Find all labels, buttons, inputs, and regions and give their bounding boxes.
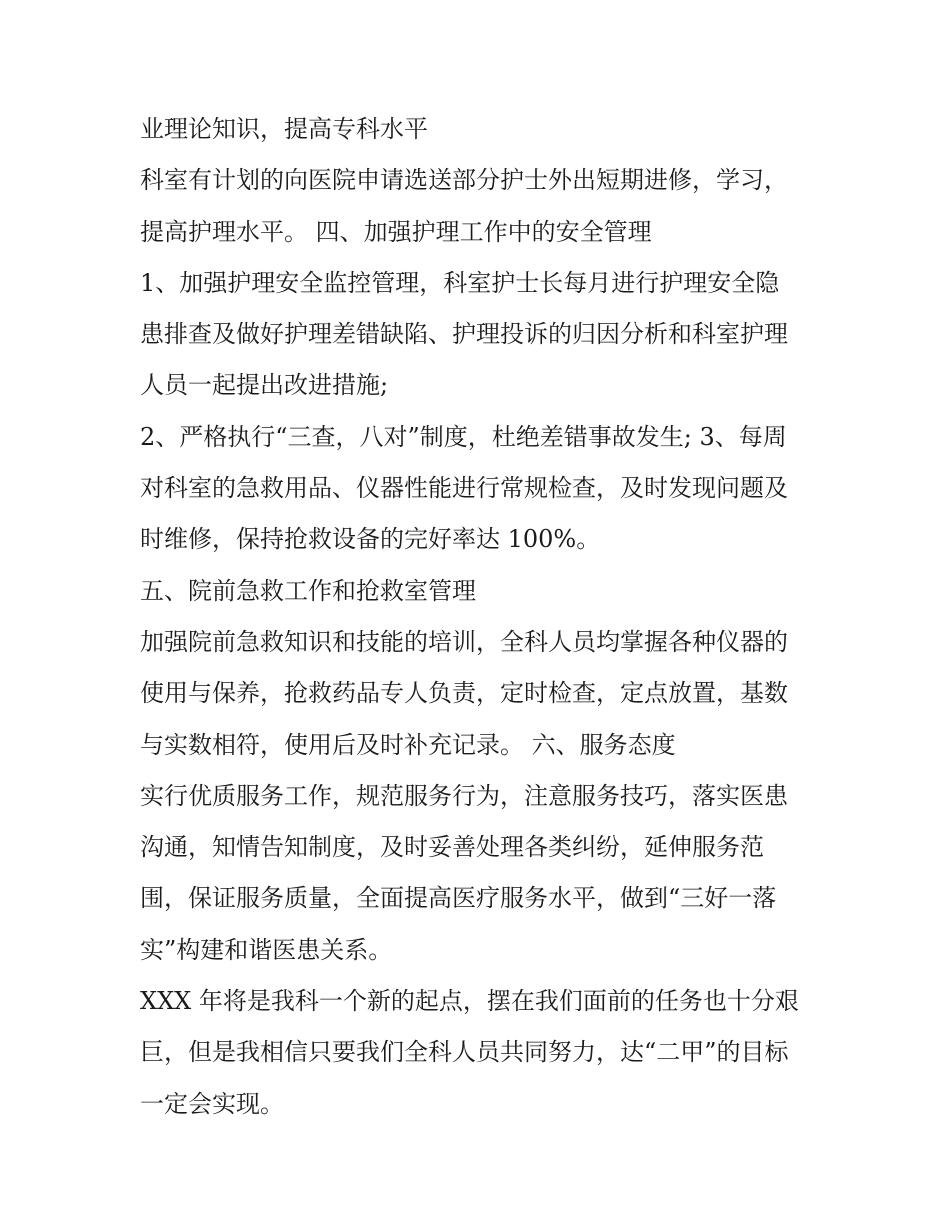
text-line: 1、加强护理安全监控管理，科室护士长每月进行护理安全隐 bbox=[140, 268, 780, 297]
text-line: 提高护理水平。 四、加强护理工作中的安全管理 bbox=[140, 217, 652, 246]
text-line: 沟通，知情告知制度，及时妥善处理各类纠纷，延伸服务范 bbox=[140, 833, 764, 862]
text-line: XXX 年将是我科一个新的起点，摆在我们面前的任务也十分艰 bbox=[140, 987, 799, 1016]
text-line: 使用与保养，抢救药品专人负责，定时检查，定点放置，基数 bbox=[140, 679, 788, 708]
text-line: 时维修，保持抢救设备的完好率达 100%。 bbox=[140, 525, 601, 554]
text-line: 实”构建和谐医患关系。 bbox=[140, 935, 393, 964]
text-line: 业理论知识，提高专科水平 bbox=[140, 115, 428, 143]
text-line: 加强院前急救知识和技能的培训，全科人员均掌握各种仪器的 bbox=[140, 627, 788, 656]
text-line: 五、院前急救工作和抢救室管理 bbox=[140, 576, 476, 605]
text-line: 实行优质服务工作，规范服务行为，注意服务技巧，落实医患 bbox=[140, 781, 788, 810]
text-line: 与实数相符，使用后及时补充记录。 六、服务态度 bbox=[140, 730, 676, 759]
text-line: 人员一起提出改进措施; bbox=[140, 371, 389, 400]
text-line: 2、严格执行“三查，八对”制度，杜绝差错事故发生; 3、每周 bbox=[140, 422, 787, 451]
document-body bbox=[140, 104, 830, 1130]
text-line: 患排查及做好护理差错缺陷、护理投诉的归因分析和科室护理 bbox=[140, 320, 788, 349]
text-line: 围，保证服务质量，全面提高医疗服务水平，做到“三好一落 bbox=[140, 884, 777, 913]
text-line: 对科室的急救用品、仪器性能进行常规检查，及时发现问题及 bbox=[140, 474, 788, 503]
text-line: 科室有计划的向医院申请选送部分护士外出短期进修，学习， bbox=[140, 166, 788, 195]
text-line: 一定会实现。 bbox=[140, 1089, 284, 1118]
text-line: 巨，但是我相信只要我们全科人员共同努力，达“二甲”的目标 bbox=[140, 1038, 789, 1067]
